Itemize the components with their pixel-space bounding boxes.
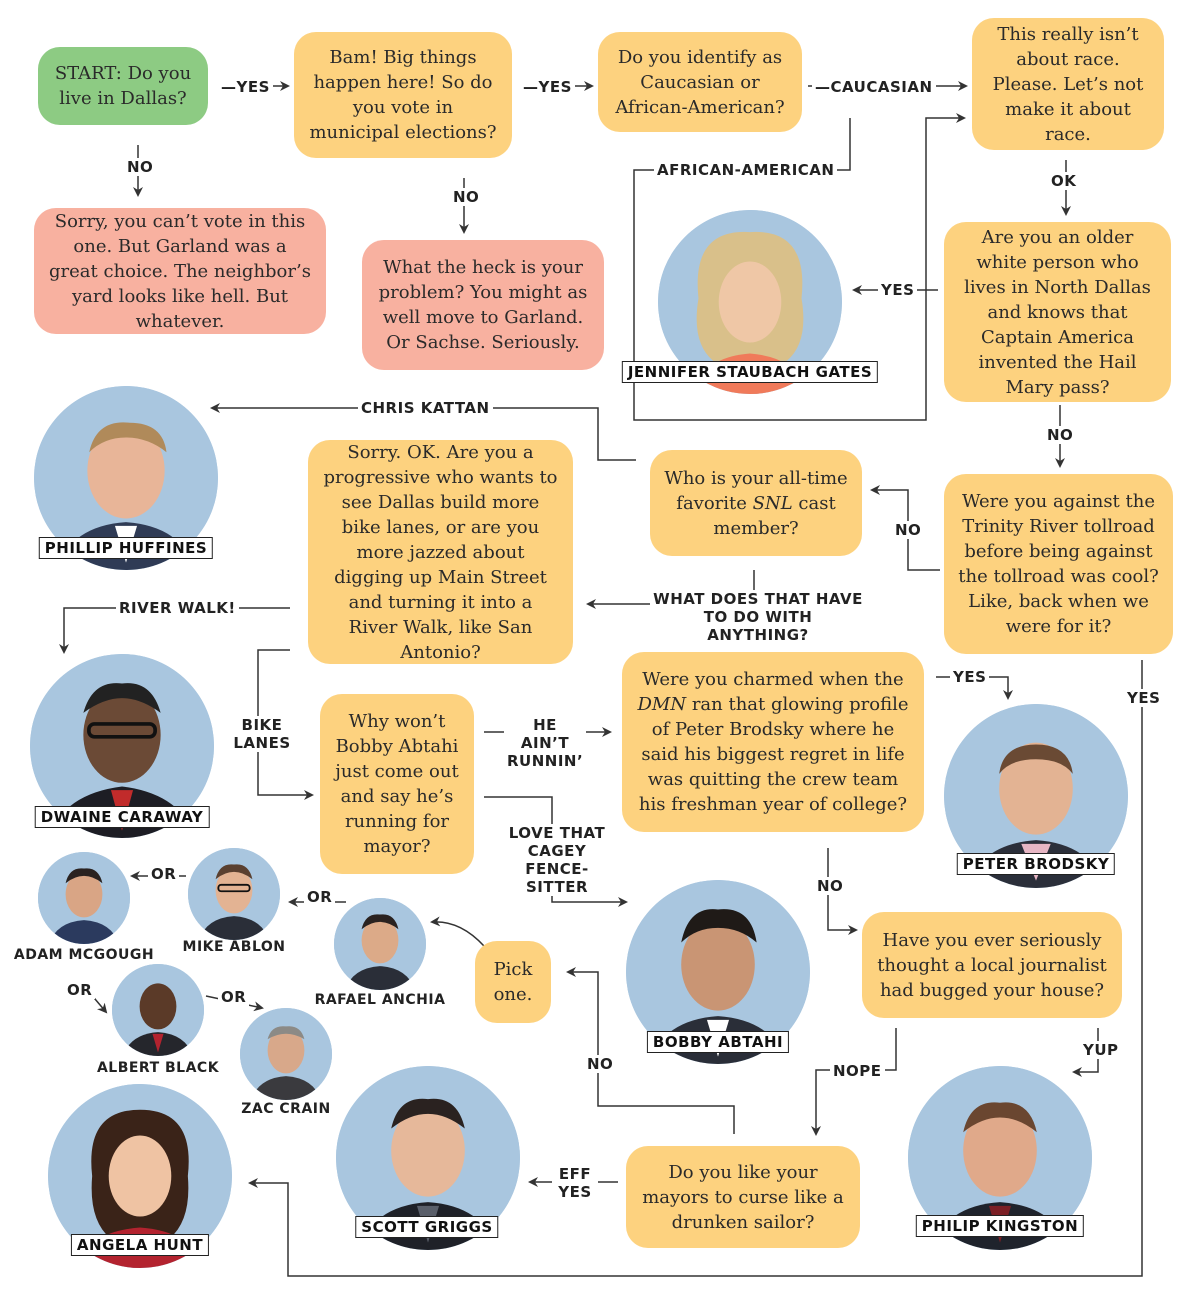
journalist-question: Have you ever seriously thought a local journalist had bugged your house?	[862, 912, 1122, 1018]
name-huffines: PHILLIP HUFFINES	[39, 537, 213, 559]
arrow-journalist-curse	[816, 1028, 896, 1134]
label-or-4: OR	[218, 988, 249, 1006]
dmn-question	[622, 652, 924, 832]
portrait-anchia	[334, 898, 426, 990]
arrow-pick-anchia	[432, 922, 484, 946]
progressive-question: Sorry. OK. Are you a progressive who wants to see Dallas build more bike lanes, or are you more jazzed about digging up Main Street and turning it into a River Walk, like San Antonio?	[308, 440, 573, 664]
person-icon	[188, 848, 280, 940]
name-hunt: ANGELA HUNT	[71, 1234, 209, 1256]
label-nope: NOPE	[830, 1062, 885, 1080]
name-crain: ZAC CRAIN	[241, 1101, 331, 1117]
person-icon	[38, 852, 130, 944]
pick-one-box: Pick one.	[475, 941, 551, 1023]
name-ablon: MIKE ABLON	[182, 939, 286, 955]
label-or-1: OR	[148, 865, 179, 883]
name-gates: JENNIFER STAUBACH GATES	[622, 361, 878, 383]
race-question: Do you identify as Caucasian or African-American?	[598, 32, 802, 132]
person-icon	[334, 898, 426, 990]
portrait-crain	[240, 1008, 332, 1100]
label-or-3: OR	[64, 981, 95, 999]
portrait-ablon	[188, 848, 280, 940]
municipal-question: Bam! Big things happen here! So do you vote in municipal elections?	[294, 32, 512, 158]
not-about-race-box: This really isn’t about race. Please. Let’s not make it about race.	[972, 18, 1164, 150]
dmn-text-b: ran that glowing profile of Peter Brodsky where he said his biggest regret in life was quitting the crew team his freshman year of college?	[638, 694, 909, 815]
name-griggs: SCOTT GRIGGS	[355, 1216, 498, 1238]
label-river-walk: RIVER WALK!	[116, 599, 239, 617]
older-white-question: Are you an older white person who lives in North Dallas and knows that Captain America invented the Hail Mary pass?	[944, 222, 1171, 402]
label-yes-trinity-long: YES	[1124, 689, 1163, 707]
portrait-black	[112, 964, 204, 1056]
label-bike-lanes: BIKE LANES	[228, 716, 296, 752]
start-box: START: Do you live in Dallas?	[38, 47, 208, 125]
name-abtahi: BOBBY ABTAHI	[647, 1031, 789, 1053]
portrait-mcgough	[38, 852, 130, 944]
label-no-trinity: NO	[892, 521, 924, 539]
label-african-american: AFRICAN-AMERICAN	[654, 161, 837, 179]
label-yes-brodsky: YES	[950, 668, 989, 686]
name-caraway: DWAINE CARAWAY	[35, 806, 210, 828]
label-aint-runnin: HE AIN’T RUNNIN’	[504, 716, 586, 770]
label-yup: YUP	[1080, 1041, 1122, 1059]
cant-vote-box: Sorry, you can’t vote in this one. But Garland was a great choice. The neighbor’s yard looks like hell. But whatever.	[34, 208, 326, 334]
snl-text-em: SNL	[752, 492, 793, 514]
label-caucasian: —CAUCASIAN	[812, 78, 936, 96]
label-what-does-that-have: WHAT DOES THAT HAVE TO DO WITH ANYTHING?	[650, 590, 866, 644]
label-yes-1: —YES	[218, 78, 273, 96]
trinity-question: Were you against the Trinity River tollroad before being against the tollroad was cool? Like, back when we were for it?	[944, 474, 1173, 654]
person-icon	[112, 964, 204, 1056]
dmn-text-em: DMN	[637, 694, 687, 715]
snl-text-b: cast member?	[713, 492, 836, 539]
label-no-start: NO	[124, 158, 156, 176]
name-brodsky: PETER BRODSKY	[957, 853, 1115, 875]
label-yes-2: —YES	[520, 78, 575, 96]
label-cagey-fence-sitter: LOVE THAT CAGEY FENCE-SITTER	[492, 824, 622, 896]
label-or-2: OR	[304, 888, 335, 906]
curse-question: Do you like your mayors to curse like a drunken sailor?	[626, 1146, 860, 1248]
abtahi-question: Why won’t Bobby Abtahi just come out and say he’s running for mayor?	[320, 694, 474, 874]
snl-text-a: Who is your all-time favorite	[664, 467, 848, 514]
name-kingston: PHILIP KINGSTON	[916, 1215, 1084, 1237]
label-eff-yes: EFF YES	[552, 1165, 598, 1201]
label-ok: OK	[1048, 172, 1079, 190]
snl-question	[650, 450, 862, 556]
name-black: ALBERT BLACK	[96, 1060, 220, 1076]
label-no-older: NO	[1044, 426, 1076, 444]
person-icon	[240, 1008, 332, 1100]
dmn-text-a: Were you charmed when the	[642, 669, 904, 690]
whats-your-problem-box: What the heck is your problem? You might as well move to Garland. Or Sachse. Seriously.	[362, 240, 604, 370]
label-no-curse: NO	[584, 1055, 616, 1073]
name-mcgough: ADAM MCGOUGH	[13, 947, 155, 963]
label-chris-kattan: CHRIS KATTAN	[358, 399, 493, 417]
label-no-municipal: NO	[450, 188, 482, 206]
label-yes-gates: YES	[878, 281, 917, 299]
label-no-dmn: NO	[814, 877, 846, 895]
name-anchia: RAFAEL ANCHIA	[314, 992, 446, 1008]
